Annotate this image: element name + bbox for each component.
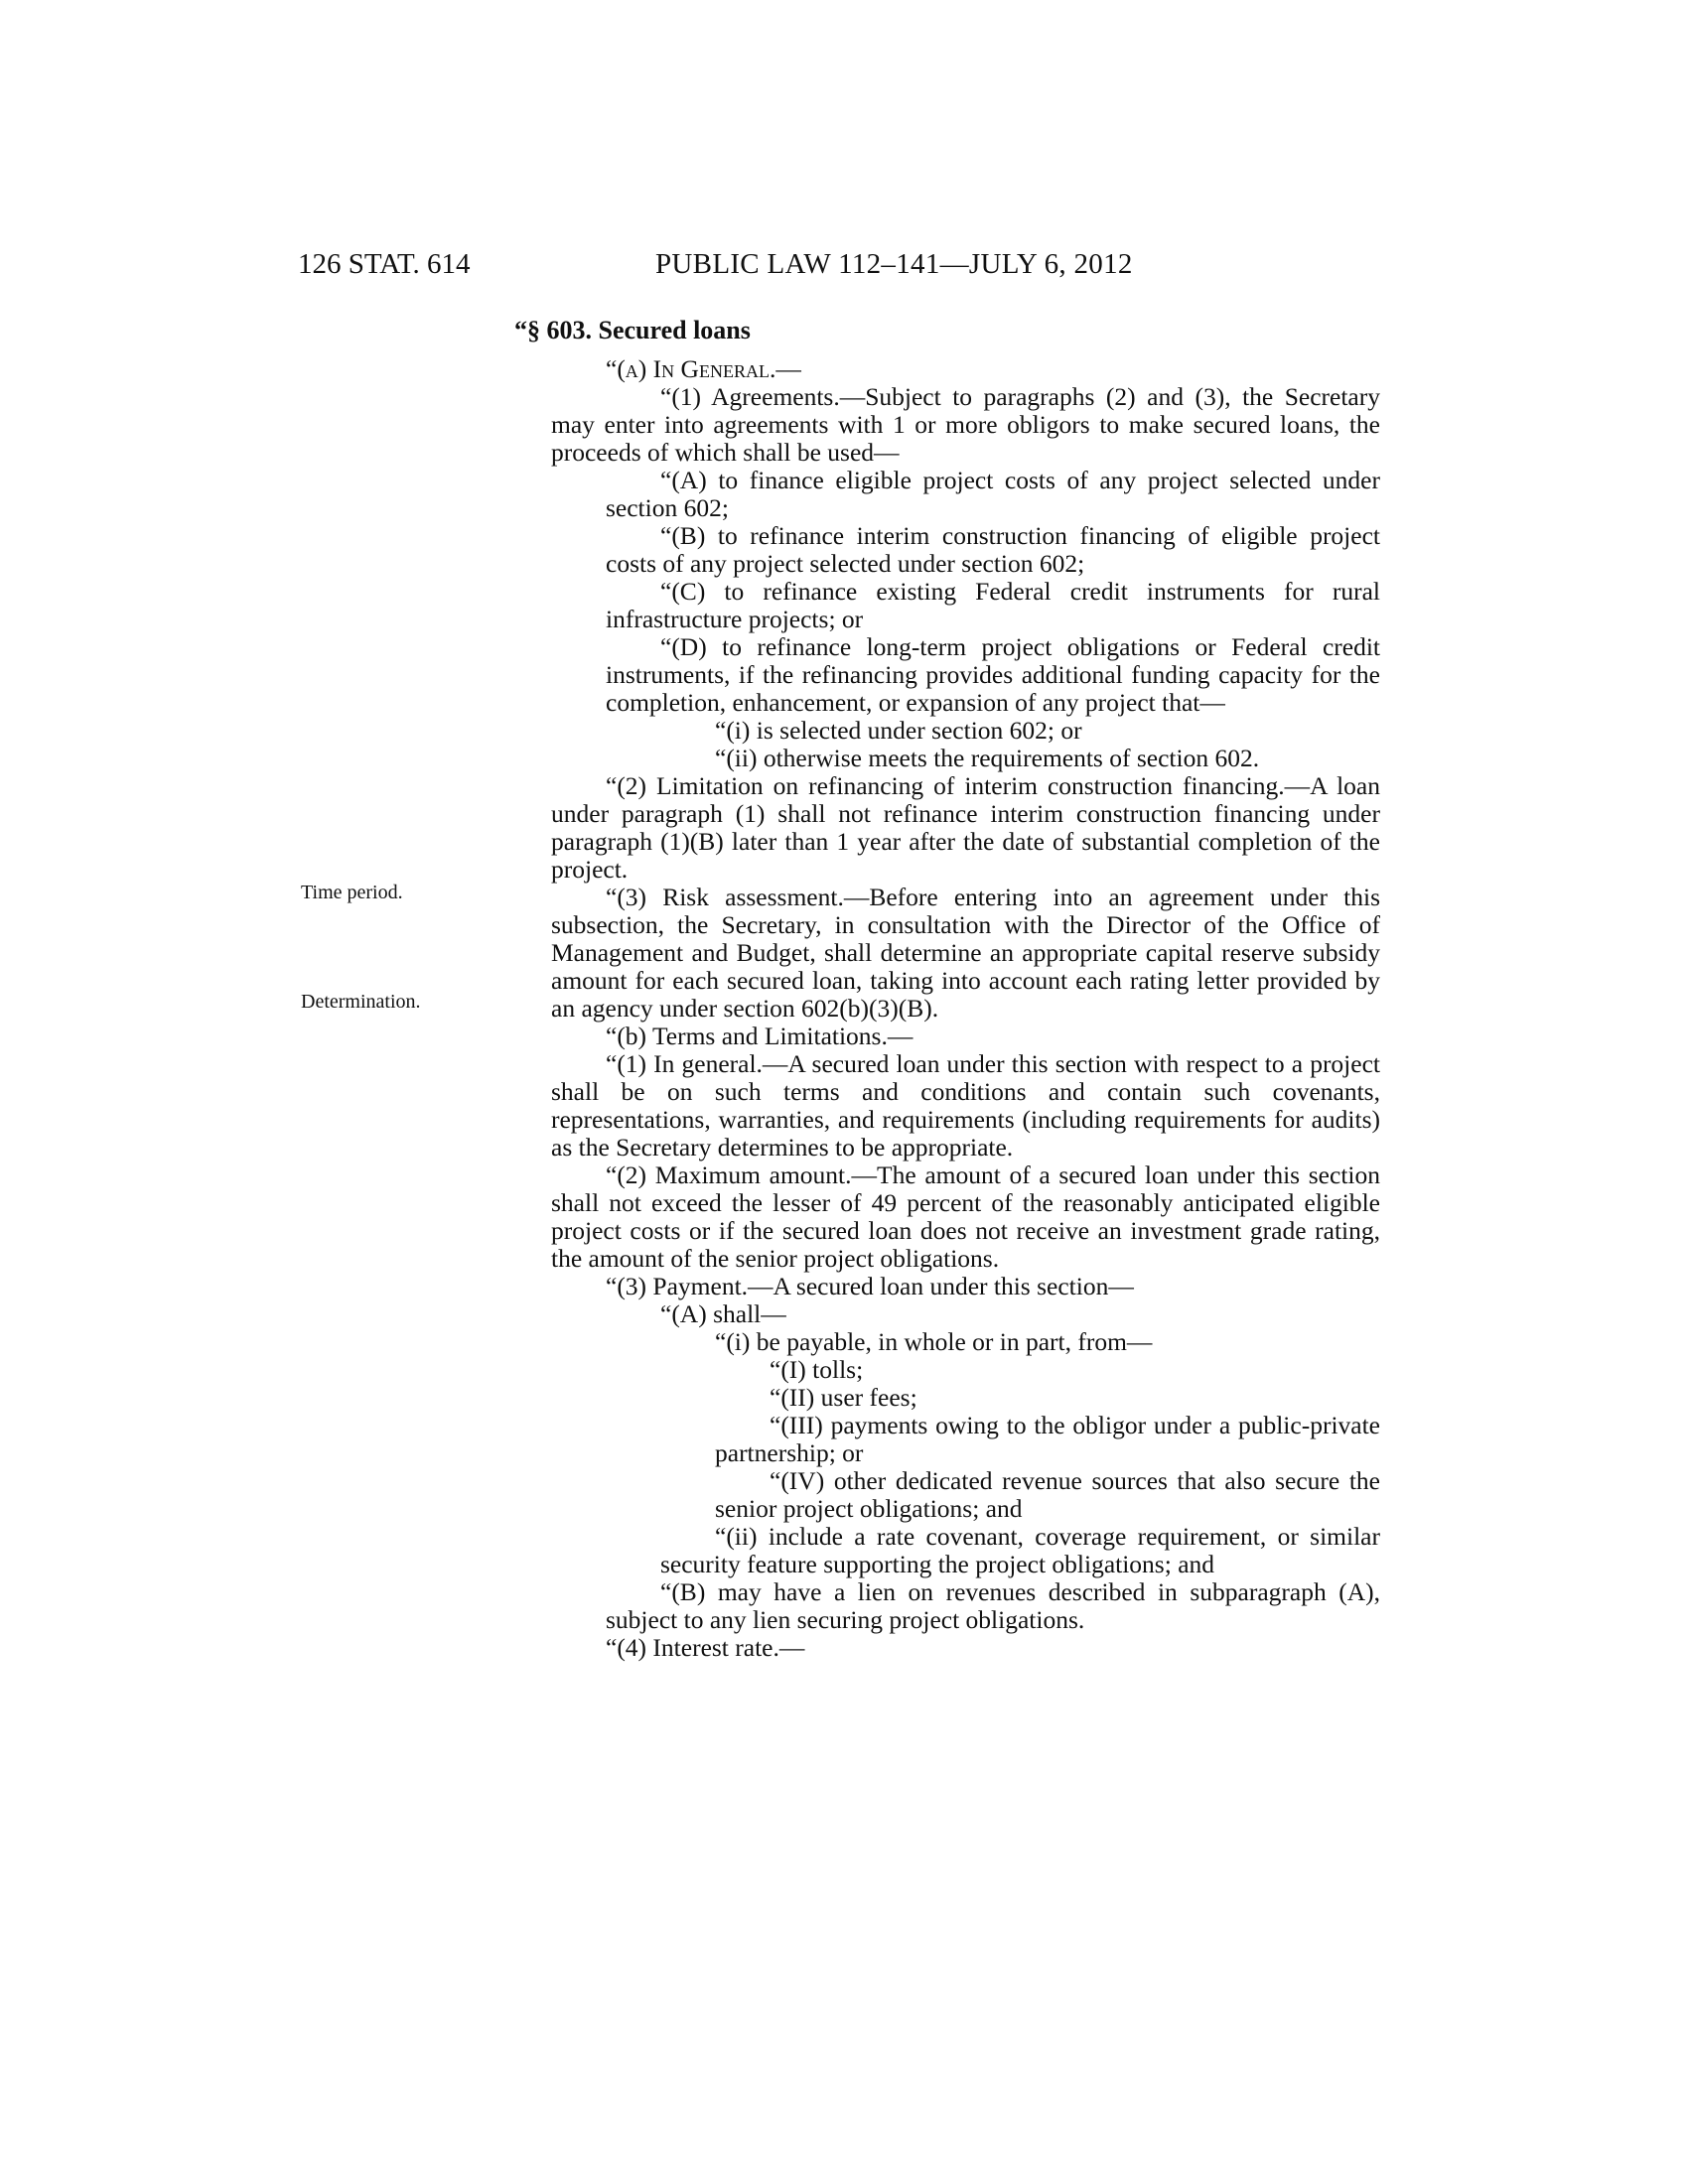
running-title: PUBLIC LAW 112–141—JULY 6, 2012 xyxy=(655,248,1133,280)
clause-a1Dii: “(ii) otherwise meets the requirements of section 602. xyxy=(715,744,1260,772)
subparagraph-b3A: “(A) shall— xyxy=(660,1299,786,1328)
subparagraph-a1B: “(B) to refinance interim construction financing of eligible project costs of any project selected under section 602; xyxy=(606,521,1380,578)
subclause-b3AiIV: “(IV) other dedicated revenue sources that also secure the senior project obligations; and xyxy=(715,1466,1380,1523)
subparagraph-a1C: “(C) to refinance existing Federal credit instruments for rural infrastructure projects; or xyxy=(606,577,1380,633)
paragraph-b4: “(4) Interest rate.— xyxy=(606,1633,805,1662)
statute-body xyxy=(551,355,1380,1662)
paragraph-b1: “(1) In general.—A secured loan under this section with respect to a project shall be on such terms and conditions and contain such covenants, representations, warranties, and requirements (including requirements for audits) as the Secretary determines to be appropriate. xyxy=(551,1049,1380,1161)
paragraph-b2: “(2) Maximum amount.—The amount of a secured loan under this section shall not exceed the lesser of 49 percent of the reasonably anticipated eligible project costs or if the secured loan does not receive an investment grade rating, the amount of the senior project obligations. xyxy=(551,1160,1380,1273)
clause-b3Ai: “(i) be payable, in whole or in part, from— xyxy=(715,1327,1153,1356)
subsection-b-heading: “(b) Terms and Limitations.— xyxy=(606,1022,914,1050)
paragraph-a2: “(2) Limitation on refinancing of interim construction financing.—A loan under paragraph (1) shall not refinance interim construction financing under paragraph (1)(B) later than 1 year after the date of substantial completion of the project. xyxy=(551,771,1380,884)
subparagraph-a1A: “(A) to finance eligible project costs of any project selected under section 602; xyxy=(606,466,1380,522)
section-heading: “§ 603. Secured loans xyxy=(514,316,751,344)
subparagraph-a1D: “(D) to refinance long-term project obligations or Federal credit instruments, if the refinancing provides additional funding capacity for the completion, enhancement, or expansion of any project that— xyxy=(606,632,1380,717)
clause-a1Di: “(i) is selected under section 602; or xyxy=(715,716,1082,745)
subclause-b3AiI: “(I) tolls; xyxy=(770,1355,864,1384)
subsection-a-heading: “(a) In General.— xyxy=(606,354,801,383)
paragraph-a3: “(3) Risk assessment.—Before entering into an agreement under this subsection, the Secretary, in consultation with the Director of the Office of Management and Budget, shall determine an appropriate capital reserve subsidy amount for each secured loan, taking into account each rating letter provided by an agency under section 602(b)(3)(B). xyxy=(551,883,1380,1023)
paragraph-a1: “(1) Agreements.—Subject to paragraphs (2) and (3), the Secretary may enter into agreements with 1 or more obligors to make secured loans, the proceeds of which shall be used— xyxy=(551,382,1380,467)
statute-page-number: 126 STAT. 614 xyxy=(298,248,471,280)
margin-note-determination: Determination. xyxy=(301,991,421,1013)
subclause-b3AiIII: “(III) payments owing to the obligor under a public-private partnership; or xyxy=(715,1411,1380,1467)
subclause-b3AiII: “(II) user fees; xyxy=(770,1383,917,1412)
margin-note-time-period: Time period. xyxy=(301,882,403,903)
page-header xyxy=(298,248,1211,288)
paragraph-b3: “(3) Payment.—A secured loan under this section— xyxy=(606,1272,1134,1300)
clause-b3Aii: “(ii) include a rate covenant, coverage requirement, or similar security feature supporting the project obligations; and xyxy=(660,1522,1380,1578)
subparagraph-b3B: “(B) may have a lien on revenues described in subparagraph (A), subject to any lien securing project obligations. xyxy=(606,1577,1380,1634)
